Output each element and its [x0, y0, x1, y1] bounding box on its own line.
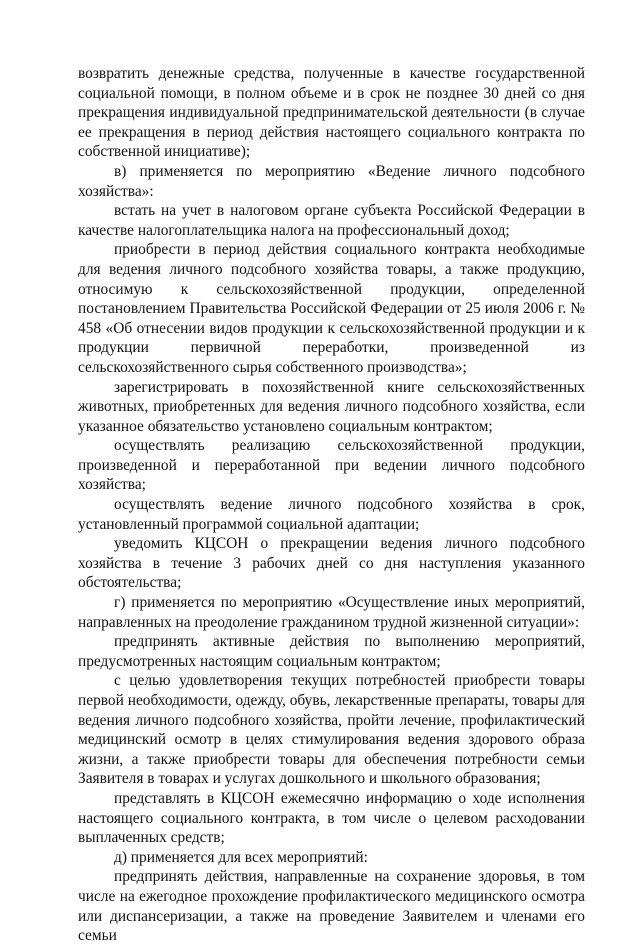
- document-page: [78, 64, 585, 946]
- paragraph-item-g-heading: г) применяется по мероприятию «Осуществление иных мероприятий, направленных на преодоление гражданином трудной жизненной ситуации»:: [78, 594, 585, 631]
- paragraph-item-d-heading: д) применяется для всех мероприятий:: [114, 848, 368, 866]
- paragraph-run-farm: осуществлять ведение личного подсобного хозяйства в срок, установленный программой социальной адаптации;: [78, 496, 585, 533]
- paragraph-funds-return: возвратить денежные средства, полученные в качестве государственной социальной помощи, в полном объеме и в срок не позднее 30 дней со дня прекращения индивидуальной предпринимательской деятельности (в случае ее прекращения в период действия настоящего социального контракта по собственной инициативе);: [78, 65, 585, 161]
- paragraph-tax-registration: встать на учет в налоговом органе субъекта Российской Федерации в качестве налогоплательщика налога на профессиональный доход;: [78, 202, 585, 239]
- paragraph-item-v-heading: в) применяется по мероприятию «Ведение личного подсобного хозяйства»:: [78, 162, 585, 200]
- paragraph-current-needs: с целью удовлетворения текущих потребностей приобрести товары первой необходимости, одежду, обувь, лекарственные препараты, товары для ведения личного подсобного хозяйства, пройти лечение, профилактический медицинский осмотр в целях стимулирования ведения здорового образа жизни, а также приобрести товары для обеспечения потребности семьи Заявителя в товарах и услугах дошкольного и школьного образования;: [78, 672, 585, 788]
- paragraph-active-actions: предпринять активные действия по выполнению мероприятий, предусмотренных настоящим социальным контрактом;: [78, 633, 585, 670]
- paragraph-health-actions: предпринять действия, направленные на сохранение здоровья, в том числе на ежегодное прохождение профилактического медицинского осмотра или диспансеризации, а также на проведение Заявителем и членами его семьи: [78, 868, 585, 945]
- paragraph-register-animals: зарегистрировать в похозяйственной книге сельскохозяйственных животных, приобретенных для ведения личного подсобного хозяйства, если указанное обязательство установлено социальным контрактом;: [78, 378, 585, 435]
- paragraph-notify-termination: уведомить КЦСОН о прекращении ведения личного подсобного хозяйства в течение 3 рабочих дней со дня наступления указанного обстоятельства;: [78, 535, 585, 592]
- paragraph-sell-produce: осуществлять реализацию сельскохозяйственной продукции, произведенной и переработанной при ведении личного подсобного хозяйства;: [78, 437, 585, 494]
- paragraph-monthly-report: представлять в КЦСОН ежемесячно информацию о ходе исполнения настоящего социального контракта, в том числе о целевом расходовании выплаченных средств;: [78, 789, 585, 847]
- paragraph-purchase-goods: приобрести в период действия социального контракта необходимые для ведения личного подсобного хозяйства товары, а также продукцию, относимую к сельскохозяйственной продукции, определенной постановлением Правительства Российской Федерации от 25 июля 2006 г. № 458 «Об отнесении видов продукции к сельскохозяйственной продукции и к продукции первичной переработки, произведенной из сельскохозяйственного сырья собственного производства»;: [78, 241, 585, 376]
